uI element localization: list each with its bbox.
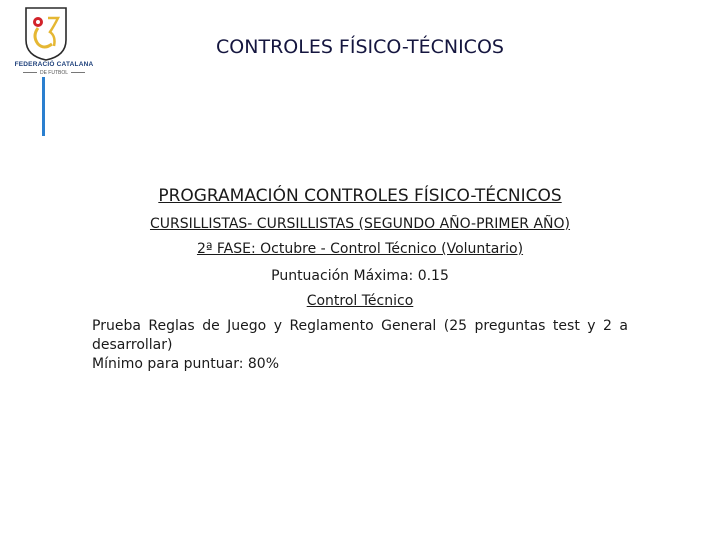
minimum-score: Mínimo para puntuar: 80%: [92, 356, 280, 372]
federation-logo: [8, 6, 94, 76]
phase-line: 2ª FASE: Octubre - Control Técnico (Voluntario): [196, 241, 524, 257]
section-heading: PROGRAMACIÓN CONTROLES FÍSICO-TÉCNICOS: [158, 186, 562, 206]
logo-sub: DE FUTBOL: [14, 70, 94, 76]
accent-bar: [42, 77, 45, 136]
control-type-line: Control Técnico: [306, 293, 414, 309]
shield-icon: [8, 6, 84, 62]
category-line: CURSILLISTAS- CURSILLISTAS (SEGUNDO AÑO-PRIMER AÑO): [149, 216, 571, 232]
test-paragraph: Prueba Reglas de Juego y Reglamento General (25 preguntas test y 2 a desarrollar): [92, 318, 628, 353]
test-description: [92, 317, 628, 374]
page-title: CONTROLES FÍSICO-TÉCNICOS: [216, 36, 504, 58]
logo-name: FEDERACIÓ CATALANA: [14, 61, 94, 68]
max-score-line: Puntuación Máxima: 0.15: [271, 268, 449, 284]
